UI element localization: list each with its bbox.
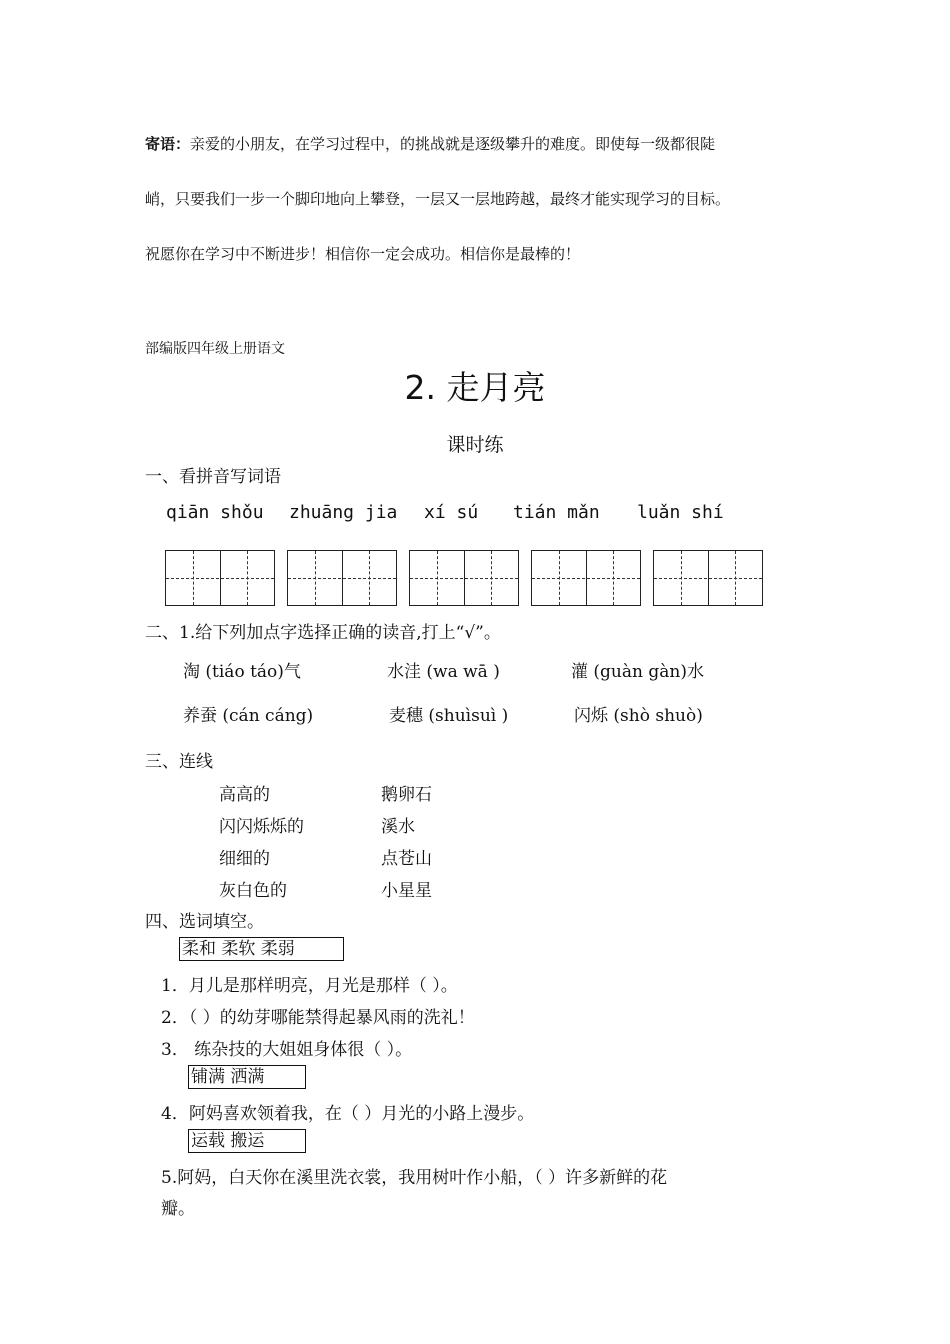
writing-grid-4[interactable] [531, 550, 641, 606]
pronunciation-item[interactable]: 麦穗 (shuìsuì ) [389, 706, 509, 726]
fill-question-4[interactable]: 4．阿妈喜欢领着我，在（ ）月光的小路上漫步。 [161, 1104, 535, 1124]
fill-question-2[interactable]: 2．（ ）的幼芽哪能禁得起暴风雨的洗礼！ [161, 1008, 475, 1028]
section-2-heading: 二、1.给下列加点字选择正确的读音,打上“√”。 [145, 623, 501, 643]
match-right-item[interactable]: 溪水 [381, 817, 415, 837]
pinyin-5: luǎn shí [637, 502, 724, 523]
pronunciation-item[interactable]: 灌 (guàn gàn)水 [571, 662, 704, 682]
section-1-heading: 一、看拼音写词语 [145, 467, 281, 487]
pinyin-4: tián mǎn [513, 502, 600, 523]
word-options-box-2: 铺满 洒满 [188, 1065, 306, 1089]
pinyin-1: qiān shǒu [166, 502, 264, 523]
writing-grid-1[interactable] [165, 550, 275, 606]
match-left-item[interactable]: 高高的 [219, 785, 270, 805]
match-left-item[interactable]: 闪闪烁烁的 [219, 817, 304, 837]
pronunciation-item[interactable]: 水洼 (wa wā ) [387, 662, 500, 682]
pinyin-3: xí sú [424, 502, 479, 523]
word-options-box-1: 柔和 柔软 柔弱 [179, 937, 344, 961]
pronunciation-item[interactable]: 养蚕 (cán cáng) [183, 706, 314, 726]
page-title: 2. 走月亮 [404, 368, 546, 407]
writing-grid-2[interactable] [287, 550, 397, 606]
match-right-item[interactable]: 小星星 [381, 881, 432, 901]
section-3-heading: 三、连线 [145, 752, 213, 772]
fill-question-5-cont: 瓣。 [161, 1199, 195, 1219]
pronunciation-item[interactable]: 淘 (tiáo táo)气 [183, 662, 301, 682]
fill-question-1[interactable]: 1．月儿是那样明亮，月光是那样（ ）。 [161, 976, 458, 996]
match-left-item[interactable]: 灰白色的 [219, 881, 287, 901]
match-left-item[interactable]: 细细的 [219, 849, 270, 869]
section-4-heading: 四、选词填空。 [145, 912, 264, 932]
textbook-label: 部编版四年级上册语文 [145, 341, 285, 357]
match-right-item[interactable]: 鹅卵石 [381, 785, 432, 805]
writing-grid-3[interactable] [409, 550, 519, 606]
intro-line-1 [145, 133, 715, 154]
lesson-subtitle: 课时练 [446, 434, 504, 456]
intro-text-1: 亲爱的小朋友，在学习过程中，的挑战就是逐级攀升的难度。即使每一级都很陡 [190, 135, 716, 153]
pinyin-2: zhuāng jia [289, 502, 398, 523]
intro-line-3: 祝愿你在学习中不断进步！相信你一定会成功。相信你是最棒的！ [145, 245, 581, 263]
fill-question-3[interactable]: 3． 练杂技的大姐姐身体很（ ）。 [161, 1040, 413, 1060]
intro-line-2: 峭，只要我们一步一个脚印地向上攀登，一层又一层地跨越，最终才能实现学习的目标。 [145, 190, 731, 208]
intro-label: 寄语： [145, 135, 191, 153]
match-right-item[interactable]: 点苍山 [381, 849, 432, 869]
fill-question-5[interactable]: 5.阿妈，白天你在溪里洗衣裳，我用树叶作小船，（ ）许多新鲜的花 [161, 1168, 668, 1188]
word-options-box-3: 运载 搬运 [188, 1129, 306, 1153]
writing-grid-5[interactable] [653, 550, 763, 606]
pronunciation-item[interactable]: 闪烁 (shò shuò) [574, 706, 703, 726]
